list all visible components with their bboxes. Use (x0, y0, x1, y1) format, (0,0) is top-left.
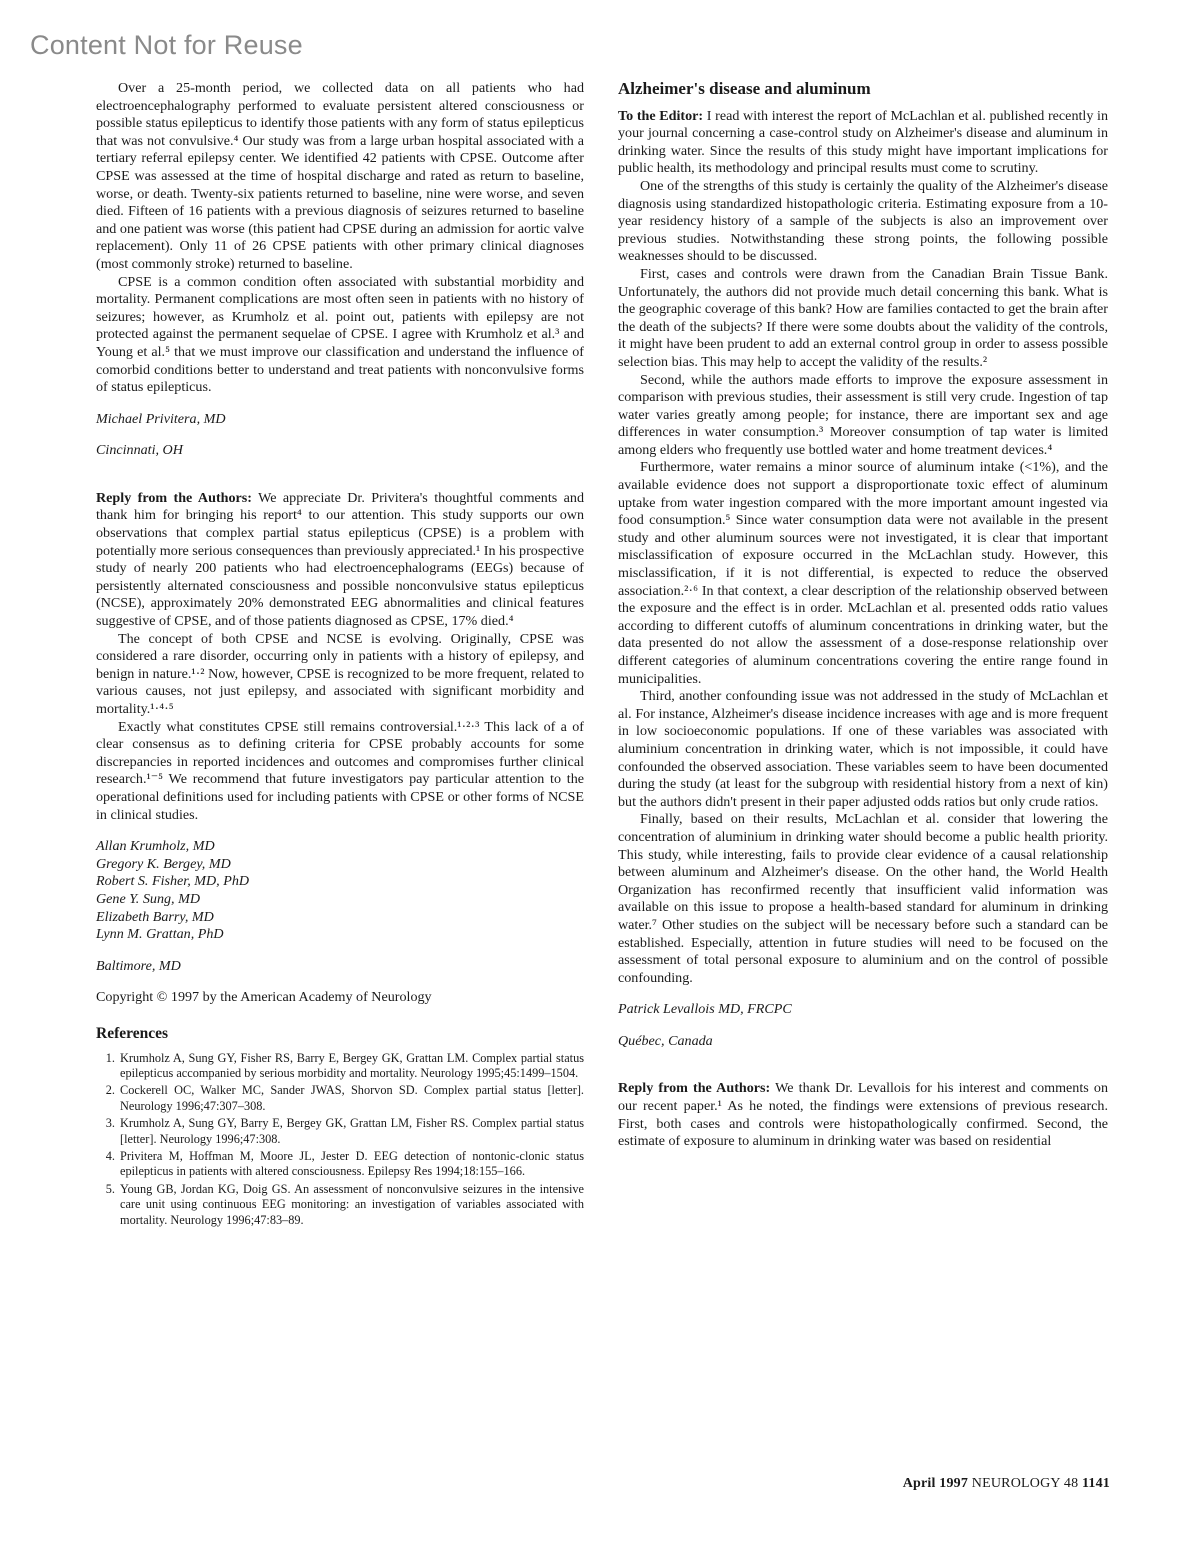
reply-text: We thank Dr. Levallois for his interest and comments on our recent paper.¹ As he noted, the findings were extensions of previous research. First, both cases and controls were histopathologically confirmed. Second, the estimate of exposure to aluminum in drinking water was based on residential (618, 1080, 1108, 1150)
left-column (96, 80, 584, 1230)
references-heading: References (96, 1024, 169, 1042)
footer-journal: NEUROLOGY 48 (971, 1476, 1079, 1491)
reference-item: 3. Krumholz A, Sung GY, Barry E, Bergey GK, Grattan LM, Fisher RS. Complex partial status [letter]. Neurology 1996;47:308. (118, 1116, 584, 1147)
author-name: Gregory K. Bergey, MD (96, 855, 231, 872)
author-name: Elizabeth Barry, MD (96, 908, 214, 925)
reply-lead: Reply from the Authors: (96, 489, 252, 506)
letter-paragraph: Over a 25-month period, we collected data on all patients who had electroencephalography performed to evaluate persistent altered consciousness or possible status epilepticus to identify those patients with any form of status epilepticus that was not convulsive.⁴ Our study was from a large urban hospital associated with a tertiary referral epilepsy center. We identified 42 patients with CPSE. Outcome after CPSE was assessed at the time of hospital discharge and rated as return to baseline, worse, or death. Twenty-six patients returned to baseline, nine were worse, and seven died. Fifteen of 16 patients with a previous diagnosis of seizures returned to baseline and one patient was worse (this patient had CPSE during an admission for aortic valve replacement). Only 11 of 26 CPSE patients with other primary clinical diagnoses (most commonly stroke) returned to baseline. (96, 80, 584, 272)
footer-page-number: 1141 (1081, 1476, 1110, 1491)
letter-paragraph: First, cases and controls were drawn from the Canadian Brain Tissue Bank. Unfortunately, the authors did not provide much detail concerning this bank. What is the geographic coverage of this bank? How are families contacted to get the brain after the death of the subjects? If there were some doubts about the validity of the controls, it might have been prudent to add an external control group in order to assess possible selection bias. This may help to accept the validity of the results.² (618, 265, 1108, 370)
reply-paragraph: The concept of both CPSE and NCSE is evolving. Originally, CPSE was considered a rare disorder, occurring only in patients with a history of epilepsy, and benign in nature.¹·² Now, however, CPSE is recognized to be more frequent, related to various causes, not just epilepsy, and associated with significant morbidity and mortality.¹·⁴·⁵ (96, 630, 584, 717)
right-column (618, 80, 1108, 1151)
reply-text: We appreciate Dr. Privitera's thoughtful comments and thank him for bringing his report⁴ to our attention. This study supports our own observations that complex partial status epilepticus (CPSE) is a problem with potentially more serious consequences than previously appreciated.¹ In his prospective study of nearly 200 patients who had electroencephalograms (EEGs) because of persistently alternated consciousness and possible nonconvulsive status epilepticus (NCSE), approximately 20% demonstrated EEG abnormalities and clinical features suggestive of CPSE, and of those patients diagnosed as CPSE, 17% died.⁴ (96, 489, 584, 630)
letter-paragraph: Furthermore, water remains a minor source of aluminum intake (<1%), and the available evidence does not support a disproportionate toxic effect of aluminum uptake from water ingestion compared with the more important amount ingested via food consumption.⁵ Since water consumption data were not available in the present study and other aluminum sources were not investigated, it is clear that important misclassification of exposure occurred in the McLachlan study. However, this misclassification, if it is not differential, is expected to reduce the observed association.²·⁶ In that context, a clear description of the relationship observed between the exposure and the effect is in order. McLachlan et al. presented odds ratio values according to different cutoffs of aluminum concentrations in drinking water, but the data presented do not allow the assessment of a dose-response relationship over different categories of aluminum concentrations covering the entire range found in municipalities. (618, 459, 1108, 687)
letter-signature-name: Michael Privitera, MD (96, 410, 226, 427)
author-name: Gene Y. Sung, MD (96, 890, 201, 907)
reference-item: 2. Cockerell OC, Walker MC, Sander JWAS, Shorvon SD. Complex partial status [letter]. Neurology 1996;47:307–308. (118, 1083, 584, 1114)
watermark: Content Not for Reuse (30, 30, 303, 60)
letter-paragraph: Third, another confounding issue was not addressed in the study of McLachlan et al. For instance, Alzheimer's disease incidence increases with age and is more frequent in low socioeconomic populations. If one of these variables was associated with aluminium concentration in drinking water, which is not impossible, it could have confounded the observed association. These variables seem to have been documented during the study (at least for the subgroup with residential history from a next of kin) but the authors didn't present in their paper adjusted odds ratios but only crude ratios. (618, 688, 1108, 810)
letter-signature-place: Cincinnati, OH (96, 442, 183, 459)
reply-lead: Reply from the Authors: (618, 1080, 771, 1097)
reply-paragraph (96, 490, 584, 631)
article-heading: Alzheimer's disease and aluminum (618, 79, 871, 98)
letter-paragraph: One of the strengths of this study is certainly the quality of the Alzheimer's disease diagnosis using standardized histopathologic criteria. Estimating exposure from a 10-year residency history of a sample of the subjects is also an improvement over previous studies. Notwithstanding these strong points, the following possible weaknesses should to be discussed. (618, 177, 1108, 265)
letter-signature-place: Québec, Canada (618, 1032, 713, 1049)
author-name: Lynn M. Grattan, PhD (96, 926, 224, 943)
letter-paragraph: Finally, based on their results, McLachlan et al. consider that lowering the concentration of aluminium in drinking water should become a public health priority. This study, while interesting, fails to provide clear evidence of a causal relationship between aluminum and Alzheimer's disease. On the other hand, the World Health Organization has reconfirmed recently that insufficient valid information was available on this issue to propose a health-based standard for aluminum in drinking water.⁷ Other studies on the subject will be necessary before such a standard can be established. Especially, attention in future studies will need to be focused on the assessment of total personal exposure to aluminium and on the control of possible confounding. (618, 811, 1108, 986)
reference-item: 1. Krumholz A, Sung GY, Fisher RS, Barry E, Bergey GK, Grattan LM. Complex partial status epilepticus accompanied by serious morbidity and mortality. Neurology 1995;45:1499–1504. (118, 1051, 584, 1082)
letter-paragraph (618, 108, 1108, 178)
letter-paragraph: Second, while the authors made efforts to improve the exposure assessment in comparison with previous studies, their assessment is still very crude. Ingestion of tap water varies greatly among people; for instance, there are important sex and age differences in water consumption.³ Moreover consumption of tap water is limited among elders who frequently use bottled water and home treatment devices.⁴ (618, 371, 1108, 458)
copyright-line: Copyright © 1997 by the American Academy of Neurology (96, 989, 432, 1006)
reference-item: 5. Young GB, Jordan KG, Doig GS. An assessment of nonconvulsive seizures in the intensive care unit using continuous EEG monitoring: an investigation of variables associated with mortality. Neurology 1996;47:83–89. (118, 1182, 584, 1228)
letter-signature-name: Patrick Levallois MD, FRCPC (618, 1001, 792, 1018)
author-name: Allan Krumholz, MD (96, 838, 215, 855)
footer-date: April 1997 (902, 1476, 969, 1491)
page-footer (903, 1476, 1110, 1492)
editor-lead: To the Editor: (618, 107, 704, 124)
references-list (96, 1051, 584, 1228)
reply-paragraph (618, 1080, 1108, 1150)
letter-paragraph: CPSE is a common condition often associated with substantial morbidity and mortality. Permanent complications are most often seen in patients with no history of seizures; however, as Krumholz et al. point out, patients with epilepsy are not protected against the permanent sequelae of CPSE. I agree with Krumholz et al.³ and Young et al.⁵ that we must improve our classification and understand the influence of comorbid conditions better to understand and treat patients with nonconvulsive forms of status epilepticus. (96, 273, 584, 396)
author-name: Robert S. Fisher, MD, PhD (96, 873, 250, 890)
reference-item: 4. Privitera M, Hoffman M, Moore JL, Jester D. EEG detection of nontonic-clonic status epilepticus in patients with altered consciousness. Epilepsy Res 1994;18:155–166. (118, 1149, 584, 1180)
letter-text: I read with interest the report of McLachlan et al. published recently in your journal concerning a case-control study on Alzheimer's disease and aluminum in drinking water. Since the results of this study might have important implications for public health, its methodology and principal results must come to scrutiny. (618, 107, 1108, 177)
author-list (96, 838, 584, 944)
reply-paragraph: Exactly what constitutes CPSE still remains controversial.¹·²·³ This lack of a of clear consensus as to defining criteria for CPSE probably accounts for some discrepancies in reported incidences and outcomes and compromises further clinical research.¹⁻⁵ We recommend that future investigators pay particular attention to the operational definitions used for including patients with CPSE or other forms of NCSE in clinical studies. (96, 718, 584, 823)
authors-place: Baltimore, MD (96, 957, 181, 974)
